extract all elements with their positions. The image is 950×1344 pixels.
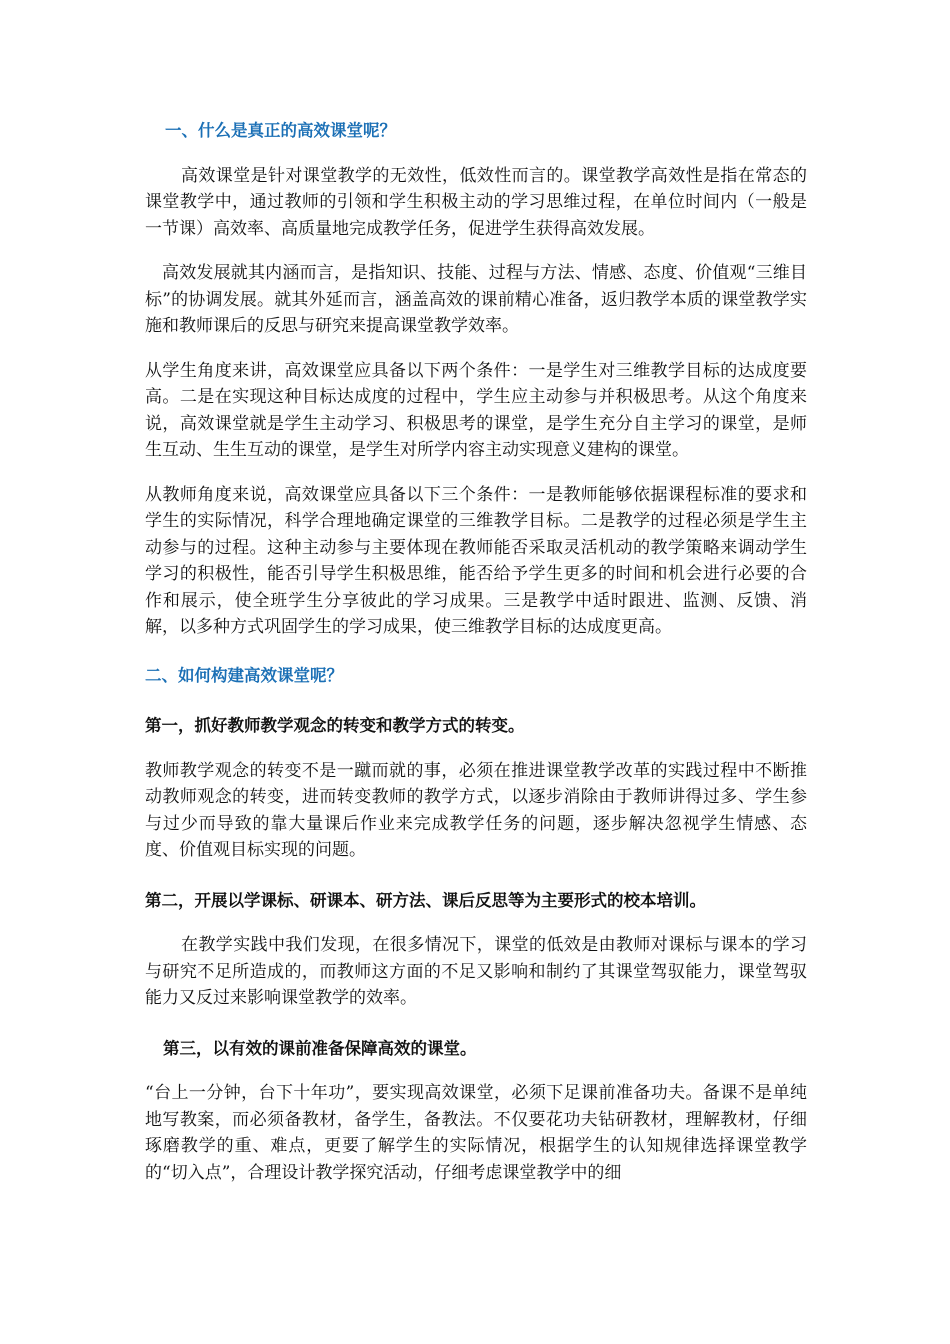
paragraph-student-perspective: 从学生角度来讲，高效课堂应具备以下两个条件：一是学生对三维教学目标的达成度要高。二是在实现这种目标达成度的过程中，学生应主动参与并积极思考。从这个角度来说，高效课堂就是学生主动学习、积极思考的课堂，是学生充分自主学习的课堂，是师生互动、生生互动的课堂，是学生对所学内容主动实现意义建构的课堂。 [145, 360, 807, 460]
section-heading-what-is-efficient-class: 一、什么是真正的高效课堂呢？ [165, 121, 396, 140]
paragraph-teacher-perspective: 从教师角度来说，高效课堂应具备以下三个条件：一是教师能够依据课程标准的要求和学生的实际情况，科学合理地确定课堂的三维教学目标。二是教学的过程必须是学生主动参与的过程。这种主动参与主要体现在教师能否采取灵活机动的教学策略来调动学生学习的积极性，能否引导学生积极思维，能否给予学生更多的时间和机会进行必要的合作和展示，使全班学生分享彼此的学习成果。三是教学中适时跟进、监测、反馈、消解，以多种方式巩固学生的学习成果，使三维教学目标的达成度更高。 [145, 484, 807, 637]
paragraph-teaching-concept: 教师教学观念的转变不是一蹴而就的事，必须在推进课堂教学改革的实践过程中不断推动教师观念的转变，进而转变教师的教学方式，以逐步消除由于教师讲得过多、学生参与过少而导致的靠大量课后作业来完成教学任务的问题，逐步解决忽视学生情感、态度、价值观目标实现的问题。 [145, 760, 807, 860]
paragraph-lesson-preparation: “台上一分钟，台下十年功”，要实现高效课堂，必须下足课前准备功夫。备课不是单纯地写教案，而必须备教材，备学生，备教法。不仅要花功夫钻研教材，理解教材，仔细琢磨教学的重、难点，更要了解学生的实际情况，根据学生的认知规律选择课堂教学的“切入点”，合理设计教学探究活动，仔细考虑课堂教学中的细 [145, 1083, 807, 1183]
subheading-second: 第二，开展以学课标、研课本、研方法、课后反思等为主要形式的校本培训。 [145, 890, 706, 910]
paragraph-development: 高效发展就其内涵而言，是指知识、技能、过程与方法、情感、态度、价值观“三维目标”的协调发展。就其外延而言，涵盖高效的课前精心准备，返归教学本质的课堂教学实施和教师课后的反思与研究来提高课堂教学效率。 [145, 263, 807, 336]
subheading-third: 第三，以有效的课前准备保障高效的课堂。 [163, 1038, 477, 1058]
subheading-first: 第一，抓好教师教学观念的转变和教学方式的转变。 [145, 716, 525, 735]
document-page [145, 118, 807, 1186]
paragraph-school-training: 在教学实践中我们发现，在很多情况下，课堂的低效是由教师对课标与课本的学习与研究不足所造成的，而教师这方面的不足又影响和制约了其课堂驾驭能力，课堂驾驭能力又反过来影响课堂教学的效率。 [145, 935, 807, 1008]
paragraph-definition: 高效课堂是针对课堂教学的无效性，低效性而言的。课堂教学高效性是指在常态的课堂教学中，通过教师的引领和学生积极主动的学习思维过程，在单位时间内（一般是一节课）高效率、高质量地完成教学任务，促进学生获得高效发展。 [145, 165, 807, 239]
section-heading-how-to-build: 二、如何构建高效课堂呢？ [145, 665, 343, 685]
